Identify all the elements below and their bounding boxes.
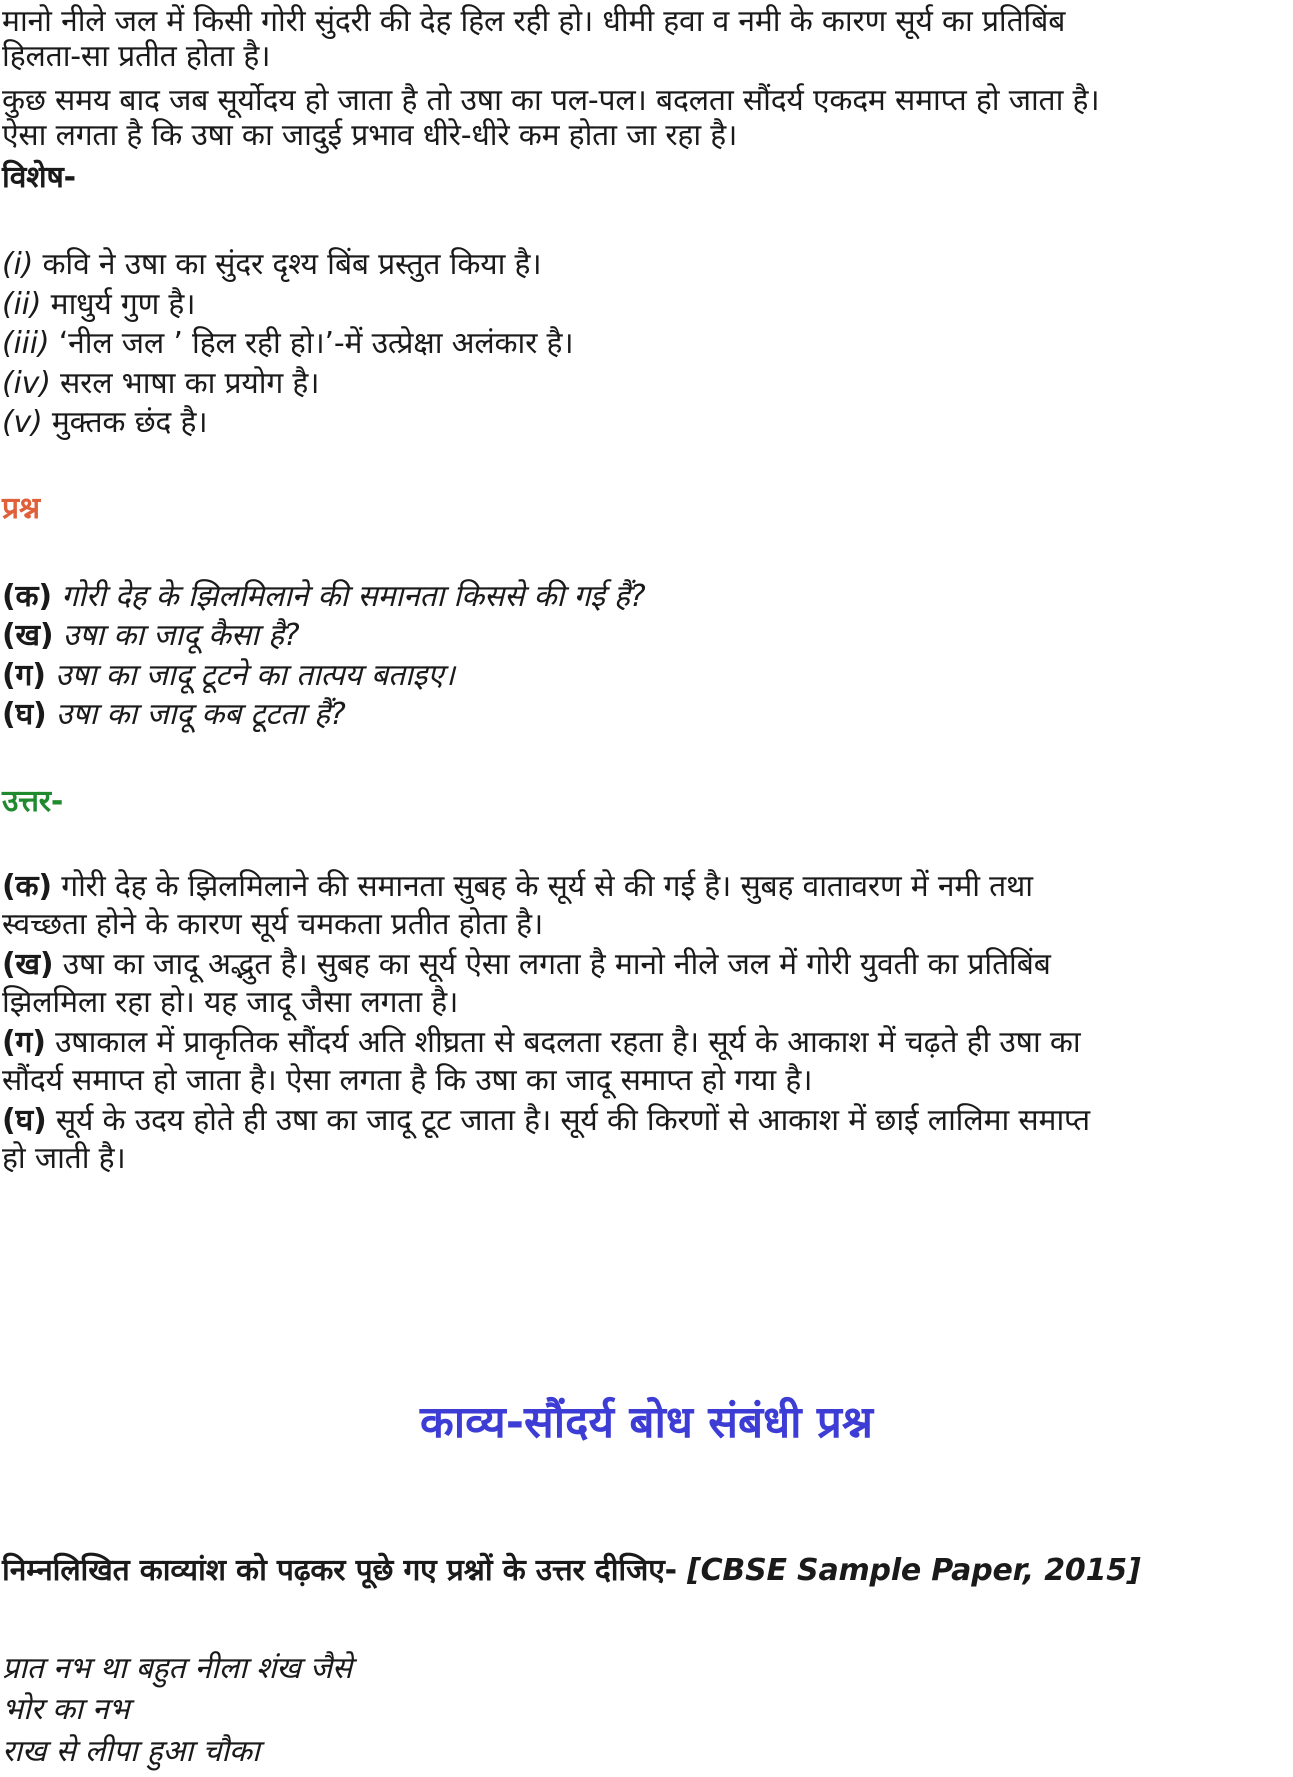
answer-line xyxy=(2,903,543,947)
item-text: मुक्तक छंद है। xyxy=(51,405,208,440)
question-item xyxy=(2,693,346,737)
answer-line xyxy=(2,1099,1090,1143)
answer-line xyxy=(2,1137,126,1181)
question-text: उषा का जादू कब टूटता हैं? xyxy=(55,697,346,732)
answer-text: सौंदर्य समाप्त हो जाता है। ऐसा लगता है कि उषा का जादू समाप्त हो गया है। xyxy=(2,1063,813,1098)
instruction-source: [CBSE Sample Paper, 2015] xyxy=(687,1553,1141,1588)
answers-heading: उत्तर- xyxy=(2,784,64,819)
item-number: (iii) xyxy=(2,326,50,361)
poem-line: प्रात नभ था बहुत नीला शंख जैसे xyxy=(2,1651,353,1686)
poem-line: भोर का नभ xyxy=(2,1692,130,1727)
answer-text: स्वच्छता होने के कारण सूर्य चमकता प्रतीत होता है। xyxy=(2,907,544,942)
question-item xyxy=(2,575,645,619)
item-number: (iv) xyxy=(2,366,51,401)
instruction-text: निम्नलिखित काव्यांश को पढ़कर पूछे गए प्रश्नों के उत्तर दीजिए- xyxy=(2,1553,677,1588)
poem-line: राख से लीपा हुआ चौका xyxy=(2,1734,260,1769)
item-text: कवि ने उषा का सुंदर दृश्य बिंब प्रस्तुत किया है। xyxy=(42,247,542,282)
answer-marker: (क) xyxy=(2,869,52,904)
intro-line: ऐसा लगता है कि उषा का जादुई प्रभाव धीरे-धीरे कम होता जा रहा है। xyxy=(2,118,738,153)
answer-text: उषा का जादू अद्भुत है। सुबह का सूर्य ऐसा लगता है मानो नीले जल में गोरी युवती का प्रतिबिंब xyxy=(62,947,1051,982)
question-text: उषा का जादू टूटने का तात्पय बताइए। xyxy=(55,658,455,693)
item-number: (ii) xyxy=(2,287,42,322)
question-marker: (घ) xyxy=(2,697,47,732)
answer-marker: (ख) xyxy=(2,947,54,982)
question-marker: (ख) xyxy=(2,618,54,653)
question-marker: (क) xyxy=(2,579,52,614)
instruction-line xyxy=(2,1549,1140,1593)
answer-marker: (ग) xyxy=(2,1025,46,1060)
item-text: सरल भाषा का प्रयोग है। xyxy=(60,366,320,401)
vishesh-item xyxy=(2,401,207,445)
section-title: काव्य-सौंदर्य बोध संबंधी प्रश्न xyxy=(419,1397,874,1448)
vishesh-item xyxy=(2,243,541,287)
intro-line: कुछ समय बाद जब सूर्योदय हो जाता है तो उषा का पल-पल। बदलता सौंदर्य एकदम समाप्त हो जाता है। xyxy=(2,83,1100,118)
item-number: (v) xyxy=(2,405,43,440)
answer-line xyxy=(2,981,458,1025)
question-item xyxy=(2,614,300,658)
vishesh-item xyxy=(2,322,573,366)
answer-text: झिलमिला रहा हो। यह जादू जैसा लगता है। xyxy=(2,985,459,1020)
question-text: उषा का जादू कैसा है? xyxy=(62,618,300,653)
question-marker: (ग) xyxy=(2,658,46,693)
item-text: माधुर्य गुण है। xyxy=(50,287,196,322)
vishesh-heading: विशेष- xyxy=(2,160,76,195)
intro-line: मानो नीले जल में किसी गोरी सुंदरी की देह हिल रही हो। धीमी हवा व नमी के कारण सूर्य का प्रतिबिंब xyxy=(2,4,1066,39)
question-text: गोरी देह के झिलमिलाने की समानता किससे की गई हैं? xyxy=(61,579,646,614)
vishesh-item xyxy=(2,283,195,327)
question-item xyxy=(2,654,455,698)
item-text: ‘नील जल ’ हिल रही हो।’-में उत्प्रेक्षा अलंकार है। xyxy=(58,326,574,361)
answer-marker: (घ) xyxy=(2,1103,47,1138)
answer-text: गोरी देह के झिलमिलाने की समानता सुबह के सूर्य से की गई है। सुबह वातावरण में नमी तथा xyxy=(61,869,1033,904)
answer-line xyxy=(2,1059,812,1103)
answer-text: उषाकाल में प्राकृतिक सौंदर्य अति शीघ्रता से बदलता रहता है। सूर्य के आकाश में चढ़ते ही उषा का xyxy=(55,1025,1081,1060)
vishesh-item xyxy=(2,362,319,406)
questions-heading: प्रश्न xyxy=(2,491,40,526)
item-number: (i) xyxy=(2,247,34,282)
answer-text: हो जाती है। xyxy=(2,1141,126,1176)
answer-text: सूर्य के उदय होते ही उषा का जादू टूट जाता है। सूर्य की किरणों से आकाश में छाई लालिमा समाप्त xyxy=(55,1103,1090,1138)
intro-line: हिलता-सा प्रतीत होता है। xyxy=(2,39,271,74)
